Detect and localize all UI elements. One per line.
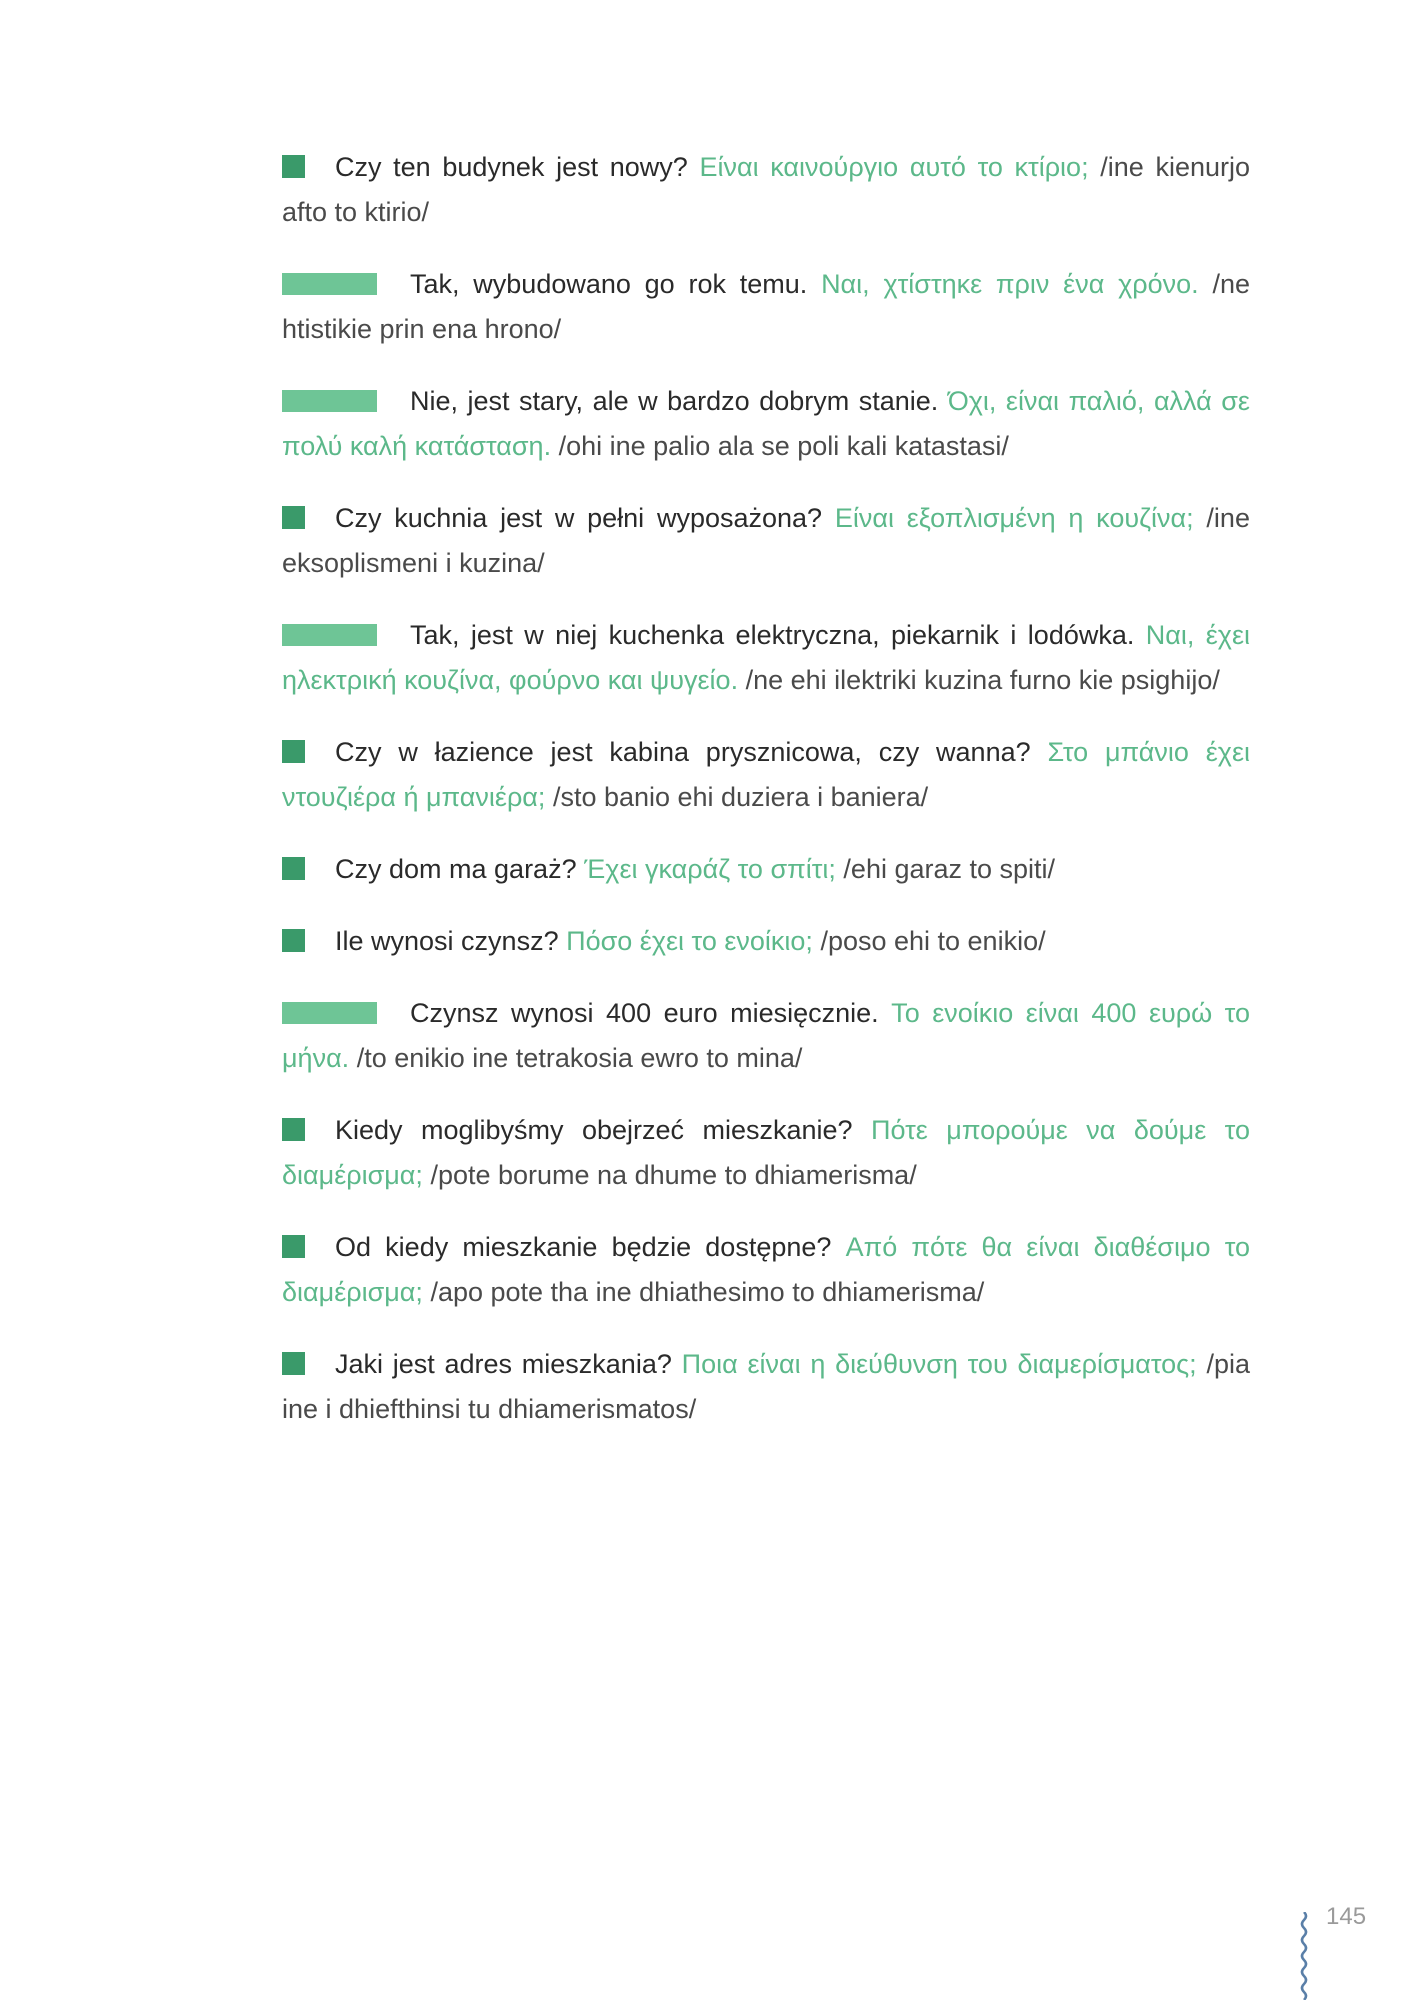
polish-phrase: Ile wynosi czynsz? (335, 926, 559, 956)
phrase-entry-3 (282, 379, 1250, 469)
greek-phrase: Ναι, έχει ηλεκτρική κουζίνα, φούρνο και ψυγείο. (282, 620, 1250, 695)
greek-phrase: Είναι εξοπλισμένη η κουζίνα; (834, 503, 1194, 533)
question-marker-icon (282, 929, 305, 952)
greek-phrase: Έχει γκαράζ το σπίτι; (584, 854, 836, 884)
question-marker-icon (282, 506, 305, 529)
phrase-entry-11 (282, 1225, 1250, 1315)
question-marker-icon (282, 1352, 305, 1375)
transliteration: /sto banio ehi duziera i baniera/ (552, 782, 929, 812)
answer-marker-icon (282, 390, 377, 412)
greek-phrase: Το ενοίκιο είναι 400 ευρώ το μήνα. (282, 998, 1250, 1073)
greek-phrase: Είναι καινούργιο αυτό το κτίριο; (699, 152, 1089, 182)
greek-phrase: Όχι, είναι παλιό, αλλά σε πολύ καλή κατάσταση. (282, 386, 1250, 461)
phrase-list (282, 145, 1250, 1459)
polish-phrase: Tak, jest w niej kuchenka elektryczna, piekarnik i lodówka. (410, 620, 1135, 650)
phrase-entry-1 (282, 145, 1250, 235)
question-marker-icon (282, 740, 305, 763)
phrase-entry-7 (282, 847, 1250, 892)
greek-phrase: Πόσο έχει το ενοίκιο; (566, 926, 813, 956)
polish-phrase: Od kiedy mieszkanie będzie dostępne? (335, 1232, 832, 1262)
polish-phrase: Czy dom ma garaż? (335, 854, 577, 884)
wavy-line-icon (1298, 1912, 1310, 2000)
transliteration: /ehi garaz to spiti/ (843, 854, 1056, 884)
phrase-entry-6 (282, 730, 1250, 820)
question-marker-icon (282, 155, 305, 178)
transliteration: /ne ehi ilektriki kuzina furno kie psighijo/ (745, 665, 1220, 695)
question-marker-icon (282, 1118, 305, 1141)
transliteration: /apo pote tha ine dhiathesimo to dhiamerisma/ (430, 1277, 985, 1307)
phrase-entry-12 (282, 1342, 1250, 1432)
transliteration: /ine eksoplismeni i kuzina/ (282, 503, 1250, 578)
phrase-entry-8 (282, 919, 1250, 964)
polish-phrase: Jaki jest adres mieszkania? (335, 1349, 672, 1379)
polish-phrase: Czy w łazience jest kabina prysznicowa, czy wanna? (335, 737, 1031, 767)
phrase-entry-5 (282, 613, 1250, 703)
transliteration: /ine kienurjo afto to ktirio/ (282, 152, 1250, 227)
polish-phrase: Kiedy moglibyśmy obejrzeć mieszkanie? (335, 1115, 853, 1145)
greek-phrase: Ναι, χτίστηκε πριν ένα χρόνο. (821, 269, 1199, 299)
polish-phrase: Czy ten budynek jest nowy? (335, 152, 688, 182)
polish-phrase: Czy kuchnia jest w pełni wyposażona? (335, 503, 823, 533)
answer-marker-icon (282, 273, 377, 295)
polish-phrase: Czynsz wynosi 400 euro miesięcznie. (410, 998, 879, 1028)
transliteration: /pia ine i dhiefthinsi tu dhiamerismatos/ (282, 1349, 1250, 1424)
answer-marker-icon (282, 624, 377, 646)
transliteration: /ohi ine palio ala se poli kali katastasi/ (558, 431, 1009, 461)
page-number: 145 (1326, 1903, 1367, 1930)
phrase-entry-10 (282, 1108, 1250, 1198)
greek-phrase: Στο μπάνιο έχει ντουζιέρα ή μπανιέρα; (282, 737, 1251, 812)
transliteration: /poso ehi to enikio/ (820, 926, 1046, 956)
greek-phrase: Από πότε θα είναι διαθέσιμο το διαμέρισμα; (282, 1232, 1250, 1307)
transliteration: /to enikio ine tetrakosia ewro to mina/ (356, 1043, 803, 1073)
question-marker-icon (282, 1235, 305, 1258)
answer-marker-icon (282, 1002, 377, 1024)
transliteration: /ne htistikie prin ena hrono/ (282, 269, 1250, 344)
greek-phrase: Ποια είναι η διεύθυνση του διαμερίσματος; (681, 1349, 1197, 1379)
phrase-entry-2 (282, 262, 1250, 352)
phrase-entry-4 (282, 496, 1250, 586)
polish-phrase: Tak, wybudowano go rok temu. (410, 269, 808, 299)
phrase-entry-9 (282, 991, 1250, 1081)
transliteration: /pote borume na dhume to dhiamerisma/ (430, 1160, 917, 1190)
polish-phrase: Nie, jest stary, ale w bardzo dobrym stanie. (410, 386, 939, 416)
question-marker-icon (282, 857, 305, 880)
greek-phrase: Πότε μπορούμε να δούμε το διαμέρισμα; (282, 1115, 1250, 1190)
